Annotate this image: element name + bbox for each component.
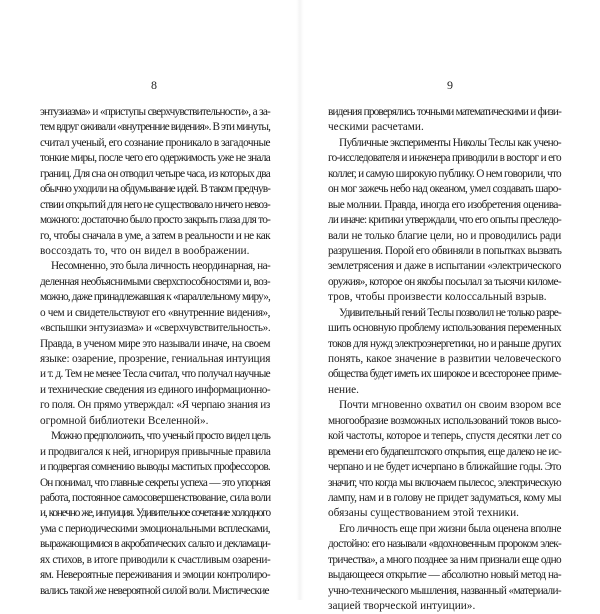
text-line: и подвергая сомнению выводы маститых профессоров. — [40, 461, 270, 474]
text-line: и, конечно же, интуиция. Удивительное сочетание холодного — [40, 507, 270, 520]
text-line: лампу, нам и в голову не придет задуматься, кому мы — [328, 491, 561, 504]
text-line: нение. — [328, 383, 359, 396]
text-line: можно, даже принадлежавшая к «параллельному миру», — [40, 291, 270, 304]
text-line: считал ученый, его сознание проникало в загадочные — [40, 136, 270, 149]
text-line: оружия», которое он якобы посылал за тысячи киломе- — [328, 275, 561, 288]
text-line: черпано и не будет исчерпано в ближайшие годы. Это — [328, 461, 561, 474]
text-line: тем вдруг оживали «внутренние видения». В эти минуты, — [40, 121, 271, 134]
text-line: и технические сведения из единого информационно- — [40, 383, 271, 396]
text-line: кой частоты, которое и теперь, спустя десятки лет со — [328, 430, 562, 443]
text-line: тонкие миры, после чего его одержимость уже не знала — [40, 152, 270, 165]
text-line: шить основную проблему использования переменных — [328, 322, 561, 335]
text-line: Публичные эксперименты Николы Теслы как учено- — [339, 136, 561, 149]
text-line: можного: достаточно было просто закрыть глаза для то- — [40, 214, 271, 227]
text-line: многообразие возможных использований токов высо- — [328, 414, 561, 427]
text-line: обычно уходили на обдумывание идей. В таком предчув- — [40, 183, 270, 196]
text-line: достойно: его называли «вдохновенным пророком элек- — [328, 538, 561, 551]
text-line: ума с периодическими эмоциональными всплесками, — [40, 522, 270, 535]
text-line: ческими расчетами. — [328, 121, 424, 134]
text-line: Почти мгновенно охватил он своим взором все — [339, 399, 561, 412]
text-line: он мог зажечь небо над океаном, умел создавать шаро- — [328, 183, 561, 196]
text-line: времени его будапештского открытия, еще далеко не ис- — [328, 445, 561, 458]
text-line: энтузиазма» и «приступы сверхчувствительности», а за- — [40, 106, 270, 118]
text-line: го, чтобы сначала в уме, а затем в реальности и не как — [40, 229, 270, 242]
text-line: Правда, в ученом мире это называли иначе, на своем — [40, 337, 270, 350]
text-line: понять, какое значение в развитии человеческого — [328, 353, 561, 365]
text-line: ях стихов, в итоге приводили к счастливым озарени- — [40, 553, 271, 566]
text-line: выражающимися в акробатических сальто и декламаци- — [40, 538, 270, 551]
left-page-text — [40, 105, 270, 599]
text-line: выдающееся открытие — абсолютно новый метод на- — [328, 569, 561, 582]
text-line: деленная необъяснимыми сверхспособностями и, воз- — [40, 275, 270, 288]
right-page-text — [328, 105, 561, 614]
text-line: Можно предположить, что ученый просто видел цель — [51, 430, 270, 443]
text-line: обязаны существованием этой техники. — [328, 507, 519, 520]
text-line: разрушения. Порой его обвиняли в попытках вызвать — [328, 244, 562, 257]
text-line: тров, чтобы произвести колоссальный взрыв. — [328, 291, 547, 304]
text-line: и продвигался к ней, игнорируя привычные правила — [40, 445, 271, 458]
text-line: зацией творческой интуиции». — [328, 600, 476, 612]
text-line: го поля. Он прямо утверждал: «Я черпаю знания из — [40, 399, 270, 412]
text-line: Он понимал, что главные секреты успеха — это упорная — [40, 476, 270, 489]
text-line: го-исследователя и инженера приводили в восторг и его — [328, 152, 561, 165]
text-line: работа, постоянное самосовершенствование, сила воли — [40, 491, 271, 504]
text-line: Несомненно, это была личность неординарная, на- — [51, 260, 271, 273]
text-line: ли иначе: критики утверждали, что его опыты преследо- — [328, 214, 561, 227]
left-page-number: 8 — [151, 78, 157, 92]
text-line: огромной библиотеки Вселенной». — [40, 414, 209, 427]
text-line: токов для нужд электроэнергетики, но и раньше других — [328, 337, 561, 350]
text-line: Его личность еще при жизни была оценена вполне — [339, 522, 561, 535]
text-line: о чем и свидетельствуют его «внутренние видения», — [40, 306, 270, 319]
text-line: «вспышки энтузиазма» и «сверхчувствительность». — [40, 322, 271, 335]
text-line: общества будет иметь их широкое и всесторонее приме- — [328, 368, 561, 381]
text-line: вые молнии. Правда, иногда его изобретения оценива- — [328, 198, 561, 211]
text-line: учно-технического мышления, названный «материали- — [328, 584, 561, 597]
text-line: границ. Для сна он отводил четыре часа, из которых два — [40, 167, 270, 180]
text-line: землетрясения и даже в испытании «электрического — [328, 260, 561, 273]
text-line: и т. д. Тем не менее Тесла считал, что получал научные — [40, 368, 270, 381]
text-line: тричества», а много позднее за ним признали еще одно — [328, 553, 561, 566]
text-line: Удивительный гений Теслы позволил не только разре- — [339, 306, 561, 319]
text-line: языке: озарение, прозрение, гениальная интуиция — [40, 353, 271, 365]
text-line: видения проверялись точными математическими и физи- — [328, 106, 561, 118]
text-line: значит, что когда мы включаем пылесос, электрическую — [328, 476, 561, 489]
text-line: вали не только благие цели, но и проводились ради — [328, 229, 561, 242]
right-page-number: 9 — [447, 78, 453, 92]
text-line: коллег, и самую широкую публику. О нем говорили, что — [328, 167, 561, 180]
text-line: ствии открытий для него не существовало ничего невоз- — [40, 198, 270, 211]
text-line: вались такой же невероятной силой воли. Мистические — [40, 584, 269, 597]
text-line: ям. Невероятные переживания и эмоции контролиро- — [40, 569, 270, 582]
left-page — [0, 0, 300, 600]
right-page — [300, 0, 600, 612]
text-line: воссоздать то, что он видел в воображении. — [40, 244, 250, 257]
